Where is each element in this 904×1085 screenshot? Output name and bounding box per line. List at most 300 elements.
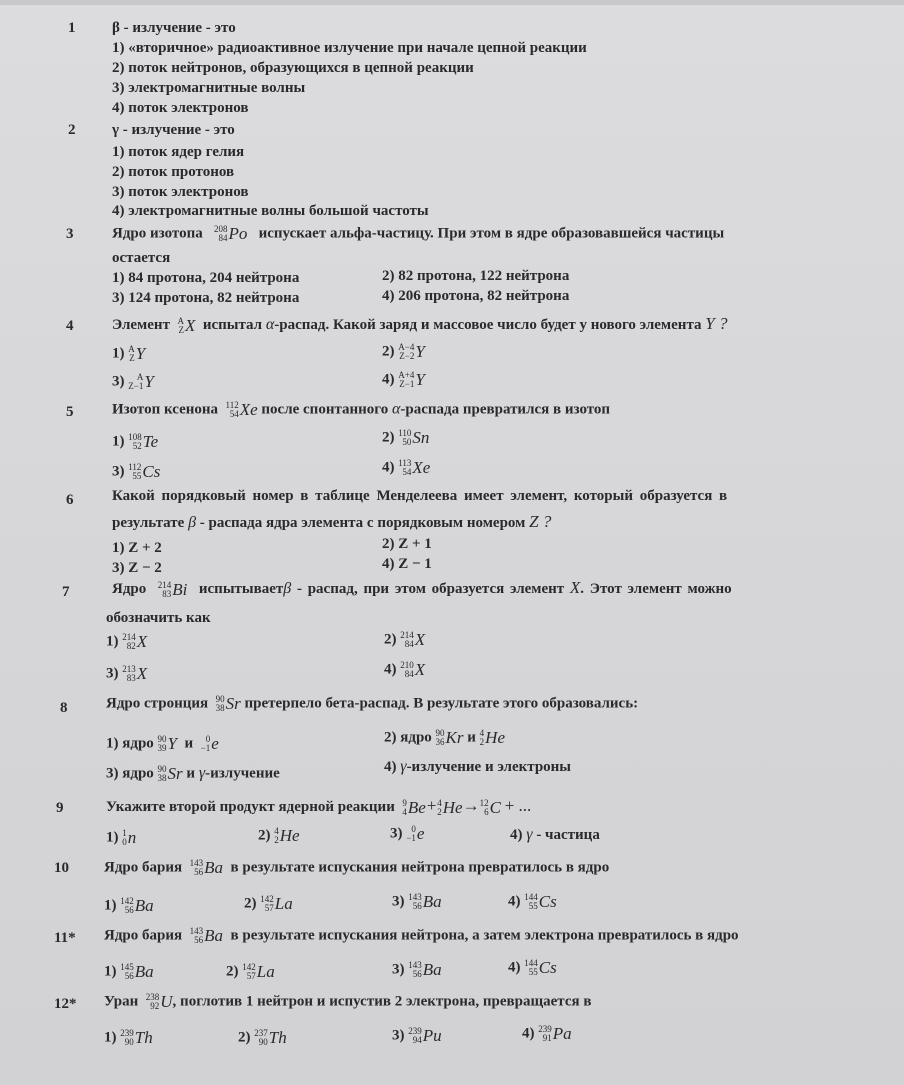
text-part: в результате испускания нейтрона превратилось в ядро bbox=[230, 859, 610, 876]
mass-number: 1 bbox=[122, 828, 127, 838]
text-part: -излучение bbox=[205, 765, 280, 782]
option-number: 1) bbox=[106, 829, 119, 846]
option-number: 2) bbox=[238, 1029, 251, 1046]
element-symbol: e bbox=[211, 734, 219, 753]
mass-number: 112 bbox=[225, 400, 239, 410]
element-symbol: Y bbox=[144, 372, 154, 391]
atomic-number: Z−1 bbox=[128, 381, 144, 391]
text-part: испытал bbox=[202, 317, 263, 333]
question-text bbox=[112, 578, 732, 600]
question-text: Какой порядковый номер в таблице Менделеева имеет элемент, который образуется в bbox=[112, 488, 728, 504]
text-part: Ядро bbox=[112, 581, 147, 597]
atomic-number: 56 bbox=[412, 901, 422, 911]
question-text bbox=[104, 926, 739, 946]
answer-option bbox=[508, 892, 557, 912]
atomic-number: Z bbox=[129, 353, 135, 363]
isotope-symbol bbox=[128, 432, 158, 452]
answer-option bbox=[244, 894, 293, 914]
question-text bbox=[106, 694, 638, 714]
isotope-symbol bbox=[122, 828, 136, 848]
atomic-number: −1 bbox=[406, 833, 416, 843]
mass-number: 0 bbox=[411, 824, 416, 834]
atomic-number: 2 bbox=[274, 835, 279, 845]
text-part: в результате испускания нейтрона, а затем электрона превратилось в ядро bbox=[230, 927, 739, 944]
isotope-symbol bbox=[158, 580, 188, 600]
atomic-number: 56 bbox=[124, 971, 134, 981]
mass-number: 210 bbox=[400, 660, 414, 670]
element-symbol: Kr bbox=[445, 728, 464, 747]
answer-option bbox=[392, 960, 442, 980]
isotope-symbol bbox=[408, 892, 441, 912]
element-symbol: C bbox=[489, 797, 501, 817]
option-number: 1) bbox=[112, 433, 125, 450]
isotope-symbol bbox=[128, 344, 145, 364]
element-symbol: Sr bbox=[225, 694, 241, 713]
element-symbol: Cs bbox=[538, 958, 557, 977]
text-part: претерпело бета-распад. В результате этого образовались: bbox=[244, 695, 639, 712]
isotope-symbol bbox=[214, 224, 247, 244]
atomic-number: 84 bbox=[404, 639, 414, 649]
question-text: β - излучение - это bbox=[112, 20, 236, 36]
text-part: Укажите второй продукт ядерной реакции bbox=[106, 799, 395, 815]
element-symbol: X bbox=[414, 660, 426, 679]
option-prefix: 3) ядро bbox=[106, 765, 154, 782]
mass-number: 239 bbox=[538, 1024, 552, 1034]
isotope-symbol bbox=[398, 428, 429, 448]
page-top-edge bbox=[0, 0, 904, 5]
text-part: -распада превратился в изотоп bbox=[400, 401, 611, 418]
option-number: 2) bbox=[258, 827, 271, 844]
atomic-number: Z−2 bbox=[399, 351, 415, 361]
question-number: 8 bbox=[60, 700, 68, 716]
element-symbol: Cs bbox=[142, 462, 161, 481]
atomic-number: 57 bbox=[264, 903, 274, 913]
atomic-number: 83 bbox=[162, 588, 172, 599]
element-symbol: n bbox=[127, 828, 137, 847]
answer-option: 3) Z − 2 bbox=[112, 560, 162, 576]
symbol-z: Z ? bbox=[529, 512, 552, 531]
element-symbol: Th bbox=[134, 1028, 153, 1047]
element-symbol: Pa bbox=[552, 1024, 572, 1043]
reactant-isotope bbox=[402, 798, 425, 818]
answer-option: 1) 84 протона, 204 нейтрона bbox=[112, 270, 300, 286]
isotope-symbol bbox=[524, 958, 556, 978]
answer-option bbox=[382, 428, 429, 448]
answer-option: 4) 206 протона, 82 нейтрона bbox=[382, 288, 570, 304]
beta-symbol: β bbox=[283, 580, 292, 597]
mass-number: A−4 bbox=[398, 342, 415, 352]
question-text bbox=[112, 314, 727, 336]
element-symbol: He bbox=[279, 826, 300, 845]
atomic-number: 94 bbox=[412, 1035, 422, 1045]
mass-number: 145 bbox=[120, 962, 134, 972]
mass-number: 237 bbox=[254, 1028, 268, 1038]
answer-option bbox=[226, 962, 275, 982]
element-symbol: Y bbox=[135, 344, 146, 363]
atomic-number: 92 bbox=[150, 1001, 160, 1011]
text-part: - распада ядра элемента с порядковым номером bbox=[199, 515, 526, 531]
answer-option bbox=[382, 458, 430, 478]
mass-number: 90 bbox=[157, 764, 167, 774]
element-symbol: Pu bbox=[422, 1026, 442, 1045]
question-number: 9 bbox=[56, 800, 64, 816]
element-symbol: Te bbox=[142, 432, 159, 451]
answer-option: 2) поток протонов bbox=[112, 164, 235, 180]
mass-number: 143 bbox=[408, 892, 422, 902]
option-number: 4) bbox=[384, 661, 397, 678]
answer-option bbox=[106, 764, 280, 784]
isotope-symbol bbox=[408, 960, 441, 980]
mass-number: 214 bbox=[157, 579, 172, 590]
atomic-number: 2 bbox=[437, 806, 442, 817]
element-symbol: Th bbox=[268, 1028, 287, 1047]
atomic-number: 6 bbox=[484, 806, 489, 817]
isotope-symbol bbox=[128, 372, 154, 392]
gamma-symbol: γ bbox=[400, 758, 407, 775]
mass-number: A bbox=[177, 315, 184, 326]
answer-option bbox=[510, 826, 600, 844]
element-symbol: Sr bbox=[167, 764, 183, 783]
answer-option bbox=[104, 896, 154, 916]
element-symbol: Ba bbox=[204, 858, 224, 877]
atomic-number: 57 bbox=[246, 971, 256, 981]
answer-option bbox=[258, 826, 300, 846]
question-number: 2 bbox=[68, 122, 76, 138]
answer-option bbox=[384, 630, 425, 650]
answer-option: 2) 82 протона, 122 нейтрона bbox=[382, 268, 570, 284]
mass-number: 113 bbox=[398, 458, 412, 468]
question-number: 4 bbox=[66, 318, 74, 334]
question-text bbox=[106, 796, 531, 818]
atomic-number: 56 bbox=[194, 867, 204, 877]
reactant-isotope bbox=[437, 798, 462, 818]
isotope-symbol bbox=[216, 694, 241, 714]
option-number: 2) bbox=[384, 631, 397, 648]
plus-sign: + bbox=[425, 796, 438, 815]
option-number: 2) bbox=[382, 343, 395, 360]
option-number: 4) bbox=[508, 893, 521, 910]
question-number: 12* bbox=[54, 996, 77, 1012]
mass-number: 9 bbox=[402, 797, 407, 808]
answer-option: 4) Z − 1 bbox=[382, 556, 432, 572]
question-text bbox=[104, 992, 592, 1012]
atomic-number: 56 bbox=[194, 935, 204, 945]
question-text bbox=[112, 224, 724, 244]
option-number: 1) bbox=[104, 897, 117, 914]
mass-number: 144 bbox=[524, 892, 538, 902]
option-number: 3) bbox=[106, 665, 119, 682]
atomic-number: 38 bbox=[215, 703, 225, 713]
question-number: 11* bbox=[54, 930, 76, 946]
answer-option bbox=[104, 962, 154, 982]
option-number: 1) bbox=[112, 345, 125, 362]
question-text: γ - излучение - это bbox=[112, 122, 235, 138]
isotope-symbol bbox=[158, 734, 177, 754]
mass-number: 239 bbox=[408, 1026, 422, 1036]
answer-option bbox=[390, 824, 424, 844]
answer-option bbox=[106, 632, 147, 652]
isotope-symbol bbox=[398, 370, 425, 390]
answer-option: 2) Z + 1 bbox=[382, 536, 432, 552]
text-part: -распад. Какой заряд и массовое число будет у нового элемента bbox=[274, 317, 702, 333]
isotope-symbol bbox=[400, 660, 425, 680]
text-part: Элемент bbox=[112, 317, 170, 333]
isotope-symbol bbox=[524, 892, 556, 912]
text-part: - частица bbox=[536, 827, 600, 843]
text-part: Ядро стронция bbox=[106, 695, 209, 712]
atomic-number: 39 bbox=[157, 743, 167, 753]
atomic-number: 83 bbox=[126, 673, 136, 683]
atomic-number: 90 bbox=[258, 1037, 268, 1047]
mass-number: 90 bbox=[215, 694, 225, 704]
option-number: 3) bbox=[112, 463, 125, 480]
element-symbol: Sn bbox=[412, 428, 430, 447]
gamma-symbol: γ bbox=[526, 826, 533, 843]
option-prefix: 2) ядро bbox=[384, 729, 432, 746]
mass-number: 208 bbox=[213, 224, 228, 234]
element-symbol: Y bbox=[415, 370, 425, 389]
element-symbol: He bbox=[442, 797, 463, 817]
mass-number: 4 bbox=[274, 826, 279, 836]
mass-number: 142 bbox=[260, 894, 274, 904]
isotope-symbol bbox=[254, 1028, 286, 1048]
text-part: результате bbox=[112, 515, 185, 531]
mass-number: 143 bbox=[189, 926, 204, 936]
atomic-number: 56 bbox=[124, 905, 134, 915]
answer-option bbox=[112, 432, 158, 452]
mass-number: 12 bbox=[479, 797, 489, 808]
question-number: 7 bbox=[62, 584, 70, 600]
element-symbol: La bbox=[256, 962, 275, 981]
element-symbol: X bbox=[414, 630, 426, 649]
text-part: испускает альфа-частицу. При этом в ядре образовавшейся частицы bbox=[258, 225, 725, 242]
answer-option bbox=[106, 734, 219, 754]
isotope-symbol bbox=[436, 728, 464, 748]
answer-option bbox=[382, 342, 425, 362]
atomic-number: 90 bbox=[124, 1037, 134, 1047]
element-symbol: Ba bbox=[422, 960, 442, 979]
question-number: 1 bbox=[68, 20, 76, 36]
element-symbol: Ba bbox=[204, 926, 224, 945]
answer-option bbox=[384, 660, 425, 680]
answer-option bbox=[106, 664, 147, 684]
text-part: , поглотив 1 нейтрон и испустив 2 электрона, превращается в bbox=[172, 993, 592, 1010]
atomic-number: 55 bbox=[528, 901, 538, 911]
element-symbol: Po bbox=[228, 224, 248, 243]
option-number: 3) bbox=[112, 373, 125, 390]
conjunction: и bbox=[186, 765, 196, 782]
answer-option bbox=[392, 892, 442, 912]
element-symbol: Xe bbox=[412, 458, 431, 477]
isotope-symbol bbox=[408, 1026, 441, 1046]
question-text-continued: остается bbox=[112, 250, 171, 266]
element-symbol: Ba bbox=[134, 896, 154, 915]
answer-option bbox=[112, 344, 145, 364]
conjunction: и bbox=[467, 729, 476, 746]
answer-option: 1) Z + 2 bbox=[112, 540, 162, 556]
answer-option bbox=[384, 758, 571, 776]
answer-option: 4) поток электронов bbox=[112, 100, 249, 116]
isotope-symbol bbox=[201, 734, 219, 754]
element-symbol: e bbox=[416, 824, 425, 843]
isotope-symbol bbox=[120, 896, 153, 916]
text-part: Ядро бария bbox=[104, 927, 183, 944]
option-number: 2) bbox=[244, 895, 257, 912]
question-text bbox=[112, 400, 610, 420]
mass-number: 143 bbox=[408, 960, 422, 970]
element-symbol: Be bbox=[407, 797, 426, 817]
question-number: 6 bbox=[66, 492, 74, 508]
mass-number: 108 bbox=[128, 432, 142, 442]
text-part: Уран bbox=[104, 993, 139, 1010]
option-number: 2) bbox=[382, 429, 395, 446]
mass-number: 214 bbox=[122, 632, 136, 642]
option-number: 1) bbox=[106, 633, 119, 650]
mass-number: 90 bbox=[435, 728, 445, 738]
product-isotope bbox=[480, 798, 501, 818]
option-number: 4) bbox=[382, 371, 395, 388]
mass-number: 4 bbox=[437, 797, 442, 808]
option-number: 1) bbox=[104, 1029, 117, 1046]
isotope-symbol bbox=[398, 458, 430, 478]
isotope-symbol bbox=[538, 1024, 571, 1044]
answer-option bbox=[382, 370, 425, 390]
answer-option: 4) электромагнитные волны большой частоты bbox=[112, 203, 429, 219]
atomic-number: 50 bbox=[402, 437, 412, 447]
answer-option: 3) 124 протона, 82 нейтрона bbox=[112, 290, 300, 306]
option-number: 4) bbox=[522, 1025, 535, 1042]
isotope-symbol bbox=[146, 992, 173, 1012]
atomic-number: 4 bbox=[402, 806, 407, 817]
reaction-arrow: → bbox=[462, 796, 480, 815]
text-part: . Этот элемент можно bbox=[580, 581, 732, 597]
atomic-number: Z bbox=[178, 324, 184, 335]
option-number: 3) bbox=[392, 1027, 405, 1044]
element-symbol: Ba bbox=[422, 892, 442, 911]
answer-option bbox=[508, 958, 557, 978]
isotope-symbol bbox=[400, 630, 425, 650]
element-symbol: Cs bbox=[538, 892, 557, 911]
answer-option: 2) поток нейтронов, образующихся в цепной реакции bbox=[112, 60, 474, 76]
isotope-symbol bbox=[128, 462, 160, 482]
text-part: - распад, при этом образуется элемент bbox=[296, 581, 565, 597]
atomic-number: 84 bbox=[404, 669, 414, 679]
option-number: 4) bbox=[510, 827, 523, 843]
question-text-continued bbox=[112, 512, 551, 532]
answer-option: 1) поток ядер гелия bbox=[112, 144, 245, 160]
symbol-y: Y ? bbox=[705, 314, 728, 333]
mass-number: 144 bbox=[524, 958, 538, 968]
answer-option: 3) электромагнитные волны bbox=[112, 80, 306, 96]
option-prefix: 4) bbox=[384, 759, 397, 775]
element-symbol: Ba bbox=[134, 962, 154, 981]
isotope-symbol bbox=[480, 728, 505, 748]
isotope-symbol bbox=[226, 400, 258, 420]
option-number: 4) bbox=[508, 959, 521, 976]
alpha-symbol: α bbox=[265, 316, 275, 333]
answer-option: 1) «вторичное» радиоактивное излучение при начале цепной реакции bbox=[112, 40, 587, 56]
atomic-number: 52 bbox=[132, 441, 142, 451]
element-symbol: U bbox=[160, 992, 173, 1011]
mass-number: 239 bbox=[120, 1028, 134, 1038]
isotope-symbol bbox=[120, 962, 153, 982]
question-text-continued: обозначить как bbox=[106, 610, 211, 626]
isotope-symbol bbox=[242, 962, 274, 982]
question-number: 3 bbox=[66, 226, 74, 242]
atomic-number: Z−1 bbox=[399, 379, 415, 389]
atomic-number: −1 bbox=[200, 743, 211, 753]
answer-option bbox=[384, 728, 505, 748]
mass-number: 0 bbox=[205, 734, 211, 744]
option-number: 1) bbox=[104, 963, 117, 980]
mass-number: A bbox=[136, 372, 144, 382]
answer-option bbox=[392, 1026, 442, 1046]
isotope-symbol bbox=[274, 826, 299, 846]
element-symbol: La bbox=[274, 894, 293, 913]
element-symbol: X bbox=[184, 315, 196, 335]
atomic-number: 82 bbox=[126, 641, 136, 651]
answer-option bbox=[112, 462, 160, 482]
option-prefix: 1) ядро bbox=[106, 735, 154, 752]
isotope-symbol bbox=[260, 894, 292, 914]
text-part: Ядро бария bbox=[104, 859, 183, 876]
answer-option bbox=[112, 372, 154, 392]
mass-number: 142 bbox=[120, 896, 134, 906]
symbol-x: X bbox=[569, 578, 581, 597]
reaction-tail: + ... bbox=[504, 796, 532, 815]
mass-number: 90 bbox=[157, 734, 167, 744]
atomic-number: 84 bbox=[218, 233, 228, 243]
atomic-number: 55 bbox=[528, 967, 538, 977]
isotope-symbol bbox=[120, 1028, 152, 1048]
element-symbol: X bbox=[136, 664, 148, 683]
isotope-symbol bbox=[122, 664, 147, 684]
mass-number: 213 bbox=[122, 664, 136, 674]
mass-number: 238 bbox=[145, 992, 160, 1002]
alpha-symbol: α bbox=[391, 400, 401, 418]
element-symbol: Y bbox=[415, 342, 425, 361]
atomic-number: 0 bbox=[122, 837, 127, 847]
text-part: Ядро изотопа bbox=[112, 225, 203, 242]
atomic-number: 36 bbox=[435, 737, 445, 747]
answer-option bbox=[104, 1028, 153, 1048]
isotope-symbol bbox=[122, 632, 147, 652]
option-number: 3) bbox=[390, 825, 403, 842]
element-symbol: X bbox=[136, 632, 148, 651]
atomic-number: 54 bbox=[402, 467, 412, 477]
answer-option bbox=[238, 1028, 287, 1048]
isotope-symbol bbox=[158, 764, 183, 784]
atomic-number: 2 bbox=[479, 737, 485, 747]
text-part: после спонтанного bbox=[261, 401, 389, 418]
isotope-symbol bbox=[406, 824, 424, 844]
element-symbol: Y bbox=[167, 734, 178, 753]
isotope-symbol bbox=[177, 316, 195, 336]
gamma-symbol: γ bbox=[198, 764, 206, 782]
mass-number: A+4 bbox=[398, 370, 415, 380]
option-number: 4) bbox=[382, 459, 395, 476]
atomic-number: 91 bbox=[542, 1033, 552, 1043]
element-symbol: He bbox=[485, 728, 505, 747]
mass-number: 112 bbox=[128, 462, 142, 472]
mass-number: 110 bbox=[398, 428, 412, 438]
mass-number: A bbox=[128, 344, 135, 354]
question-number: 10 bbox=[54, 860, 69, 876]
atomic-number: 54 bbox=[229, 409, 239, 419]
mass-number: 214 bbox=[400, 630, 414, 640]
isotope-symbol bbox=[190, 858, 223, 878]
answer-option bbox=[106, 828, 136, 848]
